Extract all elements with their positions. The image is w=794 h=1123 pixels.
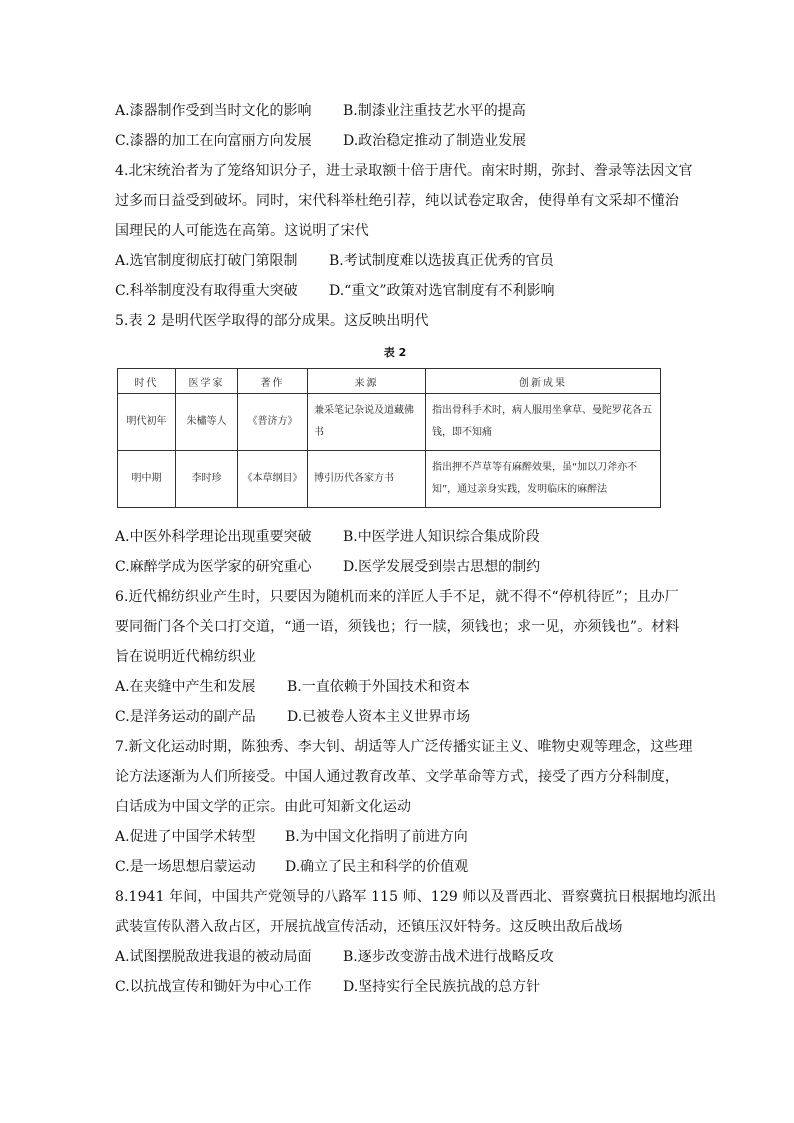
- header-physician: 医学家: [176, 369, 238, 394]
- q5-option-b[interactable]: B.中医学进人知识综合集成阶段: [343, 529, 540, 545]
- header-work: 著作: [238, 369, 308, 394]
- q3-option-c[interactable]: C.漆器的加工在向富丽方向发展: [115, 133, 312, 149]
- cell-era: 明中期: [118, 451, 176, 508]
- q3-option-d[interactable]: D.政治稳定推动了制造业发展: [343, 133, 527, 149]
- q4-option-a[interactable]: A.选官制度彻底打破门第限制: [115, 253, 298, 269]
- cell-innovation: 指出骨科手术时，病人服用坐拿草、曼陀罗花各五钱，即不知痛: [426, 394, 661, 451]
- q6-stem-line: 旨在说明近代棉纺织业: [115, 649, 256, 665]
- q6-option-b[interactable]: B.一直依赖于外国技术和资本: [287, 679, 470, 695]
- q8-option-b[interactable]: B.逐步改变游击战术进行战略反攻: [343, 949, 554, 965]
- cell-work: 《普济方》: [238, 394, 308, 451]
- q8-options-row-2: [115, 972, 675, 1002]
- q4-option-b[interactable]: B.考试制度难以选拔真正优秀的官员: [329, 253, 554, 269]
- q4-stem-line: 国理民的人可能选在高第。这说明了宋代: [115, 223, 369, 239]
- cell-innovation: 指出押不芦草等有麻醉效果，虽“加以刀斧亦不知”，通过亲身实践，发明临床的麻醉法: [426, 451, 661, 508]
- q3-options-row-2: [115, 126, 675, 156]
- q5-options-row-2: [115, 552, 675, 582]
- q8-option-d[interactable]: D.坚持实行全民族抗战的总方针: [343, 979, 541, 995]
- q8-stem-line: 8.1941 年间，中国共产党领导的八路军 115 师、129 师以及晋西北、晋察冀抗日根据地均派出: [115, 889, 717, 905]
- q5-options-row-1: [115, 522, 675, 552]
- header-source: 来源: [308, 369, 426, 394]
- header-era: 时代: [118, 369, 176, 394]
- q3-options-row-1: [115, 96, 675, 126]
- q3-option-b[interactable]: B.制漆业注重技艺水平的提高: [343, 103, 526, 119]
- q5-option-a[interactable]: A.中医外科学理论出现重要突破: [115, 529, 312, 545]
- q4-options-row-1: [115, 246, 675, 276]
- q6-option-c[interactable]: C.是洋务运动的副产品: [115, 709, 256, 725]
- q6-option-a[interactable]: A.在夹缝中产生和发展: [115, 679, 256, 695]
- q8-option-a[interactable]: A.试图摆脱敌进我退的被动局面: [115, 949, 312, 965]
- q5-stem: 5.表 2 是明代医学取得的部分成果。这反映出明代: [115, 313, 429, 329]
- q6-stem-line: 6.近代棉纺织业产生时，只要因为随机而来的洋匠人手不足，就不得不“停机待匠”；且办厂: [115, 589, 679, 605]
- q6-option-d[interactable]: D.已被卷人资本主义世界市场: [287, 709, 471, 725]
- q4-option-c[interactable]: C.科举制度没有取得重大突破: [115, 283, 298, 299]
- table-header-row: [118, 369, 661, 394]
- q6-stem-line: 要同衙门各个关口打交道，“通一语，须钱也；行一牍，须钱也；求一见，亦须钱也”。材料: [115, 619, 680, 635]
- cell-physician: 朱橚等人: [176, 394, 238, 451]
- q5-option-d[interactable]: D.医学发展受到崇古思想的制约: [343, 559, 541, 575]
- q8-option-c[interactable]: C.以抗战宣传和锄奸为中心工作: [115, 979, 312, 995]
- table-row: [118, 394, 661, 451]
- q6-options-row-1: [115, 672, 675, 702]
- q7-options-row-2: [115, 852, 675, 882]
- q7-stem-line: 白话成为中国文学的正宗。由此可知新文化运动: [115, 799, 412, 815]
- q7-option-b[interactable]: B.为中国文化指明了前进方向: [285, 829, 468, 845]
- q4-stem-line: 过多而日益受到破坏。同时，宋代科举杜绝引荐，纯以试卷定取舍，使得单有文采却不懂治: [115, 193, 679, 209]
- q4-options-row-2: [115, 276, 675, 306]
- exam-page: [115, 96, 717, 1002]
- q8-stem-line: 武装宣传队潜入敌占区，开展抗战宣传活动，还镇压汉奸特务。这反映出敌后战场: [115, 919, 623, 935]
- q7-options-row-1: [115, 822, 675, 852]
- cell-source: 博引历代各家方书: [308, 451, 426, 508]
- q7-stem-line: 7.新文化运动时期，陈独秀、李大钊、胡适等人广泛传播实证主义、唯物史观等理念，这些理: [115, 739, 693, 755]
- q5-option-c[interactable]: C.麻醉学成为医学家的研究重心: [115, 559, 312, 575]
- cell-physician: 李时珍: [176, 451, 238, 508]
- cell-source: 兼采笔记杂说及道藏佛书: [308, 394, 426, 451]
- q3-option-a[interactable]: A.漆器制作受到当时文化的影响: [115, 103, 312, 119]
- q6-options-row-2: [115, 702, 675, 732]
- table-caption: 表 2: [383, 346, 407, 359]
- table-row: [118, 451, 661, 508]
- q4-stem-line: 4.北宋统治者为了笼络知识分子，进士录取额十倍于唐代。南宋时期，弥封、誊录等法因文官: [115, 163, 693, 179]
- q8-options-row-1: [115, 942, 675, 972]
- q7-stem-line: 论方法逐渐为人们所接受。中国人通过教育改革、文学革命等方式，接受了西方分科制度，: [115, 769, 679, 785]
- cell-era: 明代初年: [118, 394, 176, 451]
- q7-option-d[interactable]: D.确立了民主和科学的价值观: [285, 859, 469, 875]
- q4-option-d[interactable]: D.“重文”政策对选官制度有不利影响: [329, 283, 555, 299]
- header-innovation: 创新成果: [426, 369, 661, 394]
- medicine-table: [117, 368, 661, 508]
- q7-option-c[interactable]: C.是一场思想启蒙运动: [115, 859, 256, 875]
- q7-option-a[interactable]: A.促进了中国学术转型: [115, 829, 256, 845]
- cell-work: 《本草纲目》: [238, 451, 308, 508]
